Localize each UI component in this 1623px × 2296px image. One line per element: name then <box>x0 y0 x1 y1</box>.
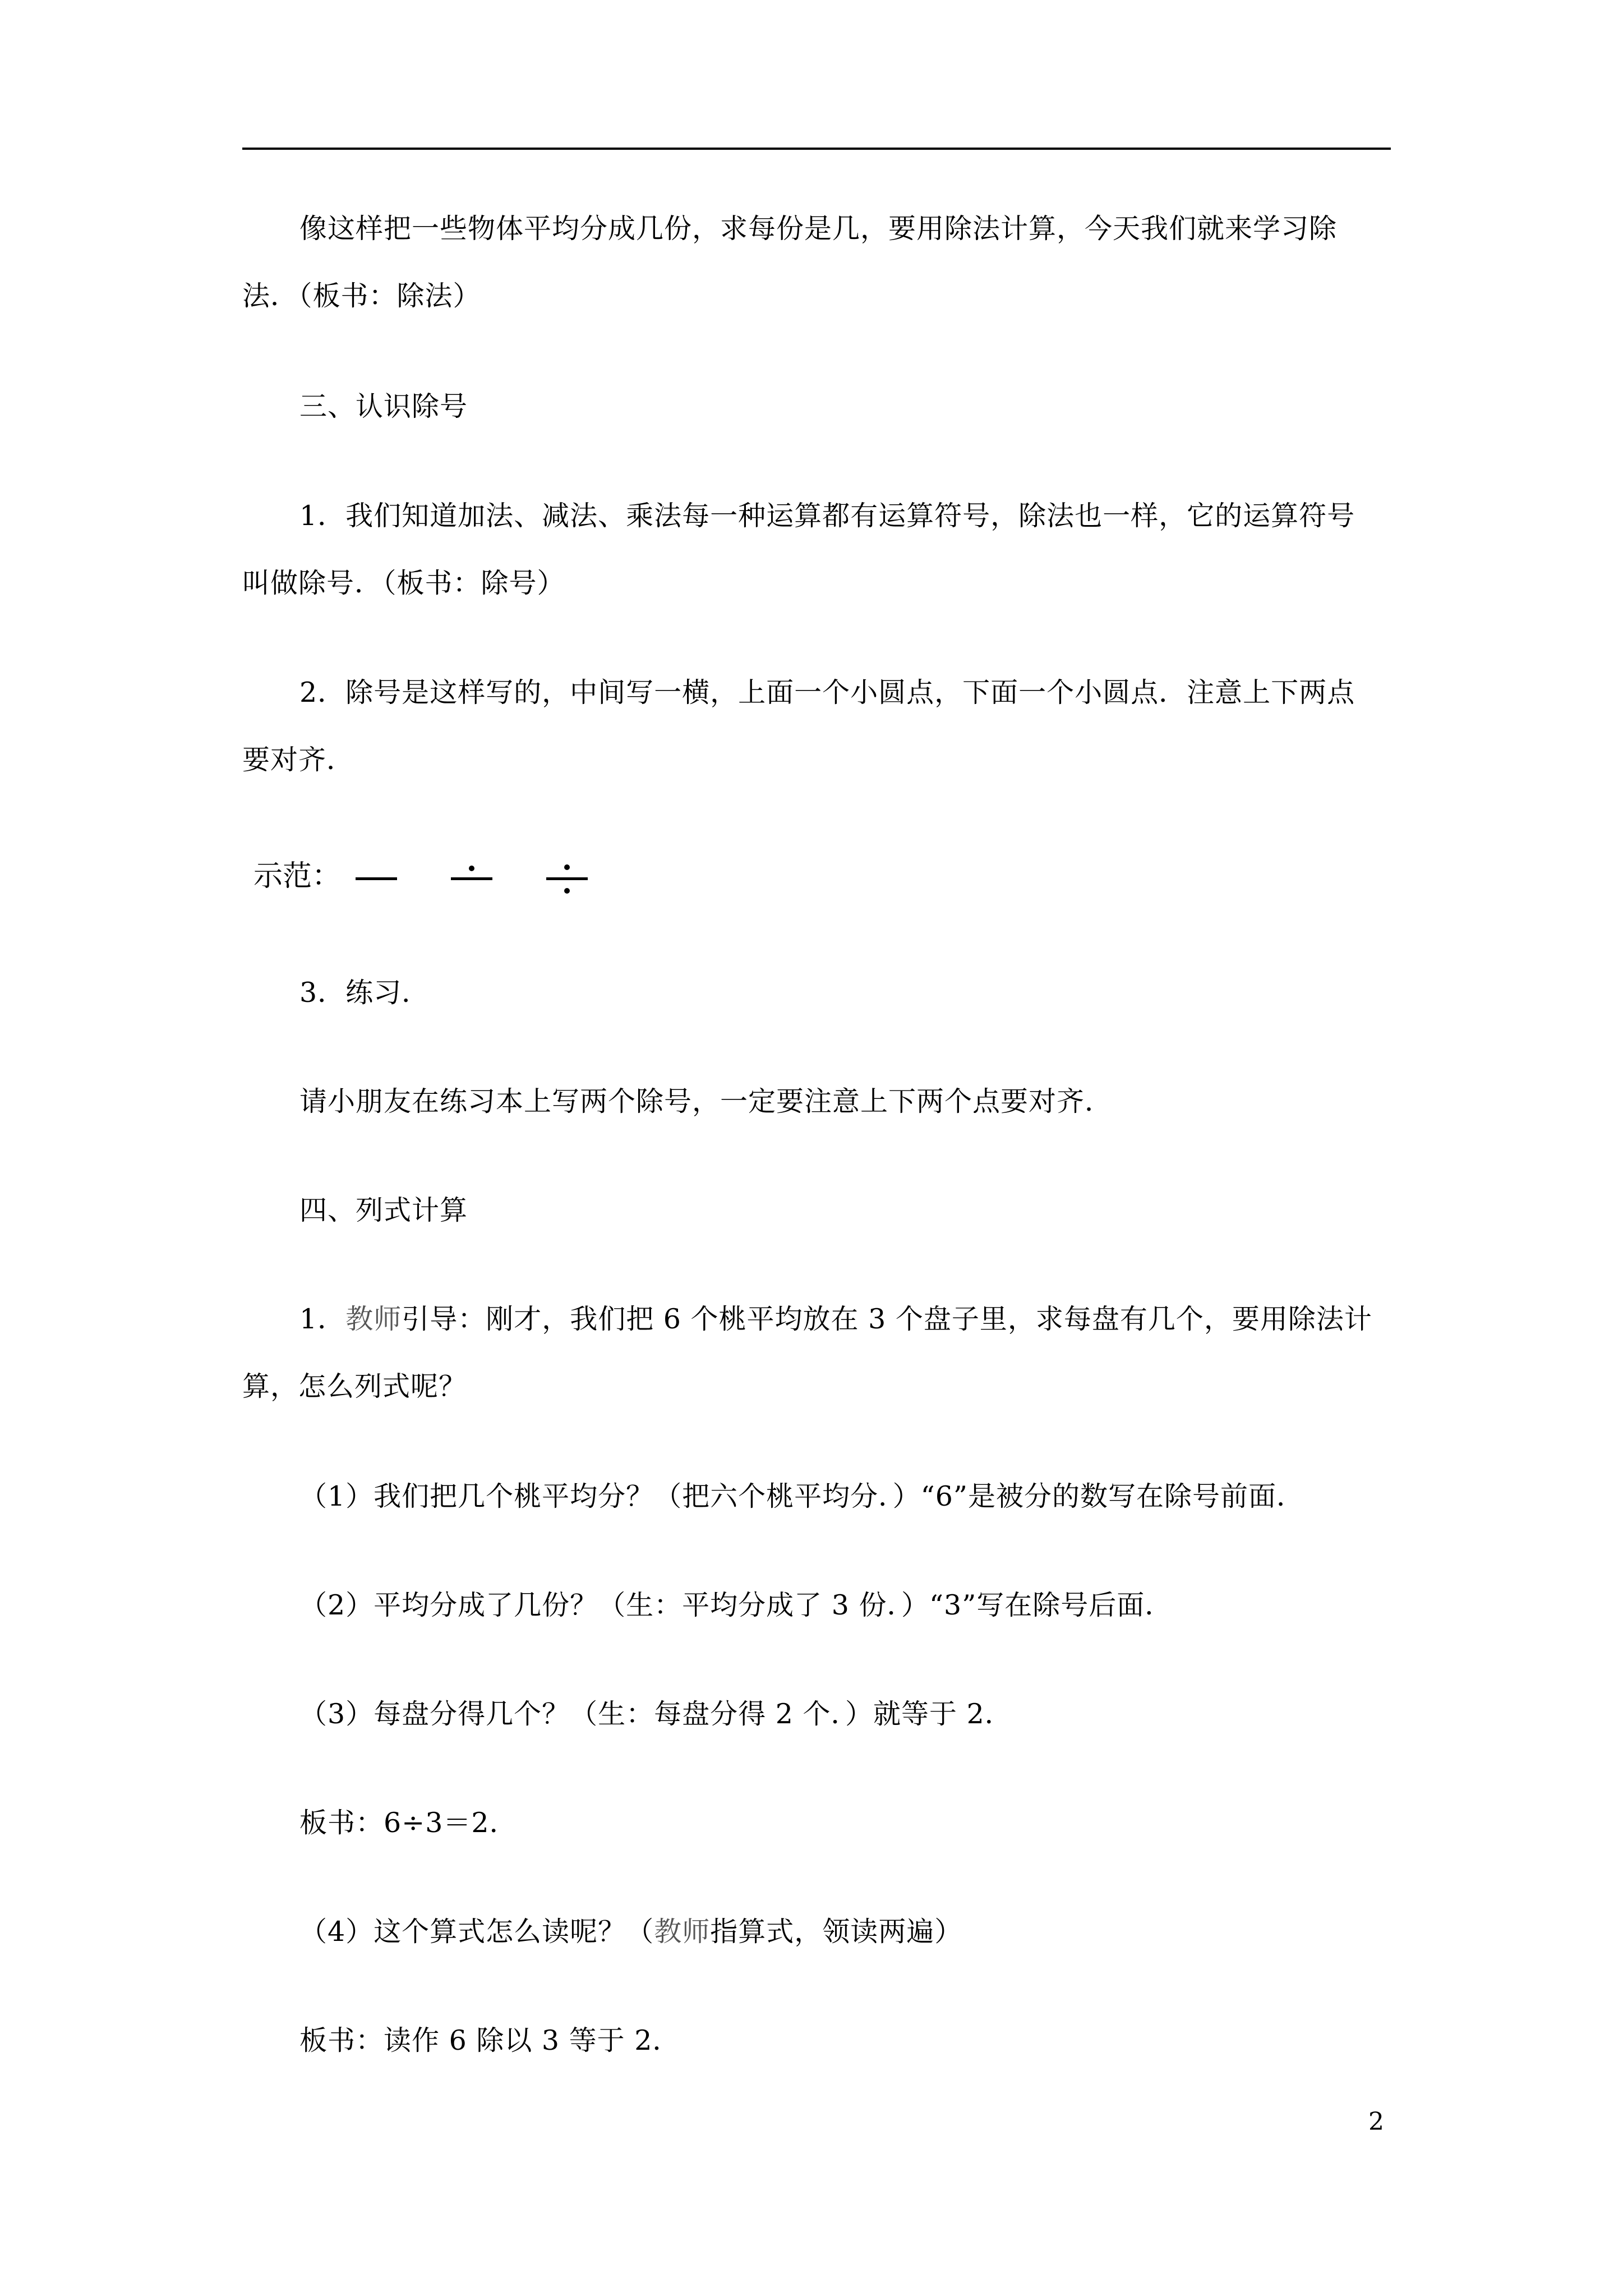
paragraph-intro-line2: 法．（板书：除法） <box>242 280 481 312</box>
question-4-prefix: （4）这个算式怎么读呢？（ <box>299 1916 654 1948</box>
board-writing-2: 板书：读作 6 除以 3 等于 2． <box>299 2024 681 2056</box>
item-3: 3．练习． <box>299 977 430 1009</box>
item-text: 引导：刚才，我们把 6 个桃平均放在 3 个盘子里，求每盘有几个，要用除法计 <box>402 1303 1372 1335</box>
teacher-link-text: 教师 <box>345 1303 402 1335</box>
item-2-line2: 要对齐． <box>242 744 355 776</box>
page-number: 2 <box>1368 2108 1384 2136</box>
item-1-line1: 1．我们知道加法、减法、乘法每一种运算都有运算符号，除法也一样，它的运算符号 <box>299 500 1355 532</box>
item-2-line1: 2．除号是这样写的，中间写一横，上面一个小圆点，下面一个小圆点．注意上下两点 <box>299 677 1355 708</box>
demo-label: 示范： <box>253 859 342 893</box>
item-1-line2: 叫做除号．（板书：除号） <box>242 567 565 599</box>
header-rule <box>242 148 1391 150</box>
paragraph-intro-line1: 像这样把一些物体平均分成几份，求每份是几，要用除法计算，今天我们就来学习除 <box>299 213 1338 245</box>
demo-step1-bar-icon <box>354 853 399 903</box>
division-sign-demo <box>253 853 646 903</box>
question-1: （1）我们把几个桃平均分？（把六个桃平均分．）“6”是被分的数写在除号前面． <box>299 1480 1304 1512</box>
demo-step2-bar-dot-icon <box>450 853 495 903</box>
question-3: （3）每盘分得几个？（生：每盘分得 2 个．）就等于 2． <box>299 1698 1013 1730</box>
section4-item-1-line2: 算，怎么列式呢？ <box>242 1370 467 1402</box>
question-2: （2）平均分成了几份？（生：平均分成了 3 份．）“3”写在除号后面． <box>299 1589 1173 1621</box>
question-4 <box>299 1915 962 1949</box>
practice-instruction: 请小朋友在练习本上写两个除号，一定要注意上下两个点要对齐． <box>299 1085 1113 1117</box>
board-writing-1: 板书：6÷3＝2． <box>299 1807 518 1839</box>
section4-item-1-line1 <box>299 1303 1372 1336</box>
question-4-rest: 指算式，领读两遍） <box>710 1916 963 1948</box>
item-number: 1． <box>299 1303 346 1335</box>
section-heading-3: 三、认识除号 <box>299 390 468 422</box>
demo-step3-division-sign-icon <box>545 853 590 903</box>
teacher-link-text: 教师 <box>654 1916 711 1948</box>
section-heading-4: 四、列式计算 <box>299 1194 468 1226</box>
